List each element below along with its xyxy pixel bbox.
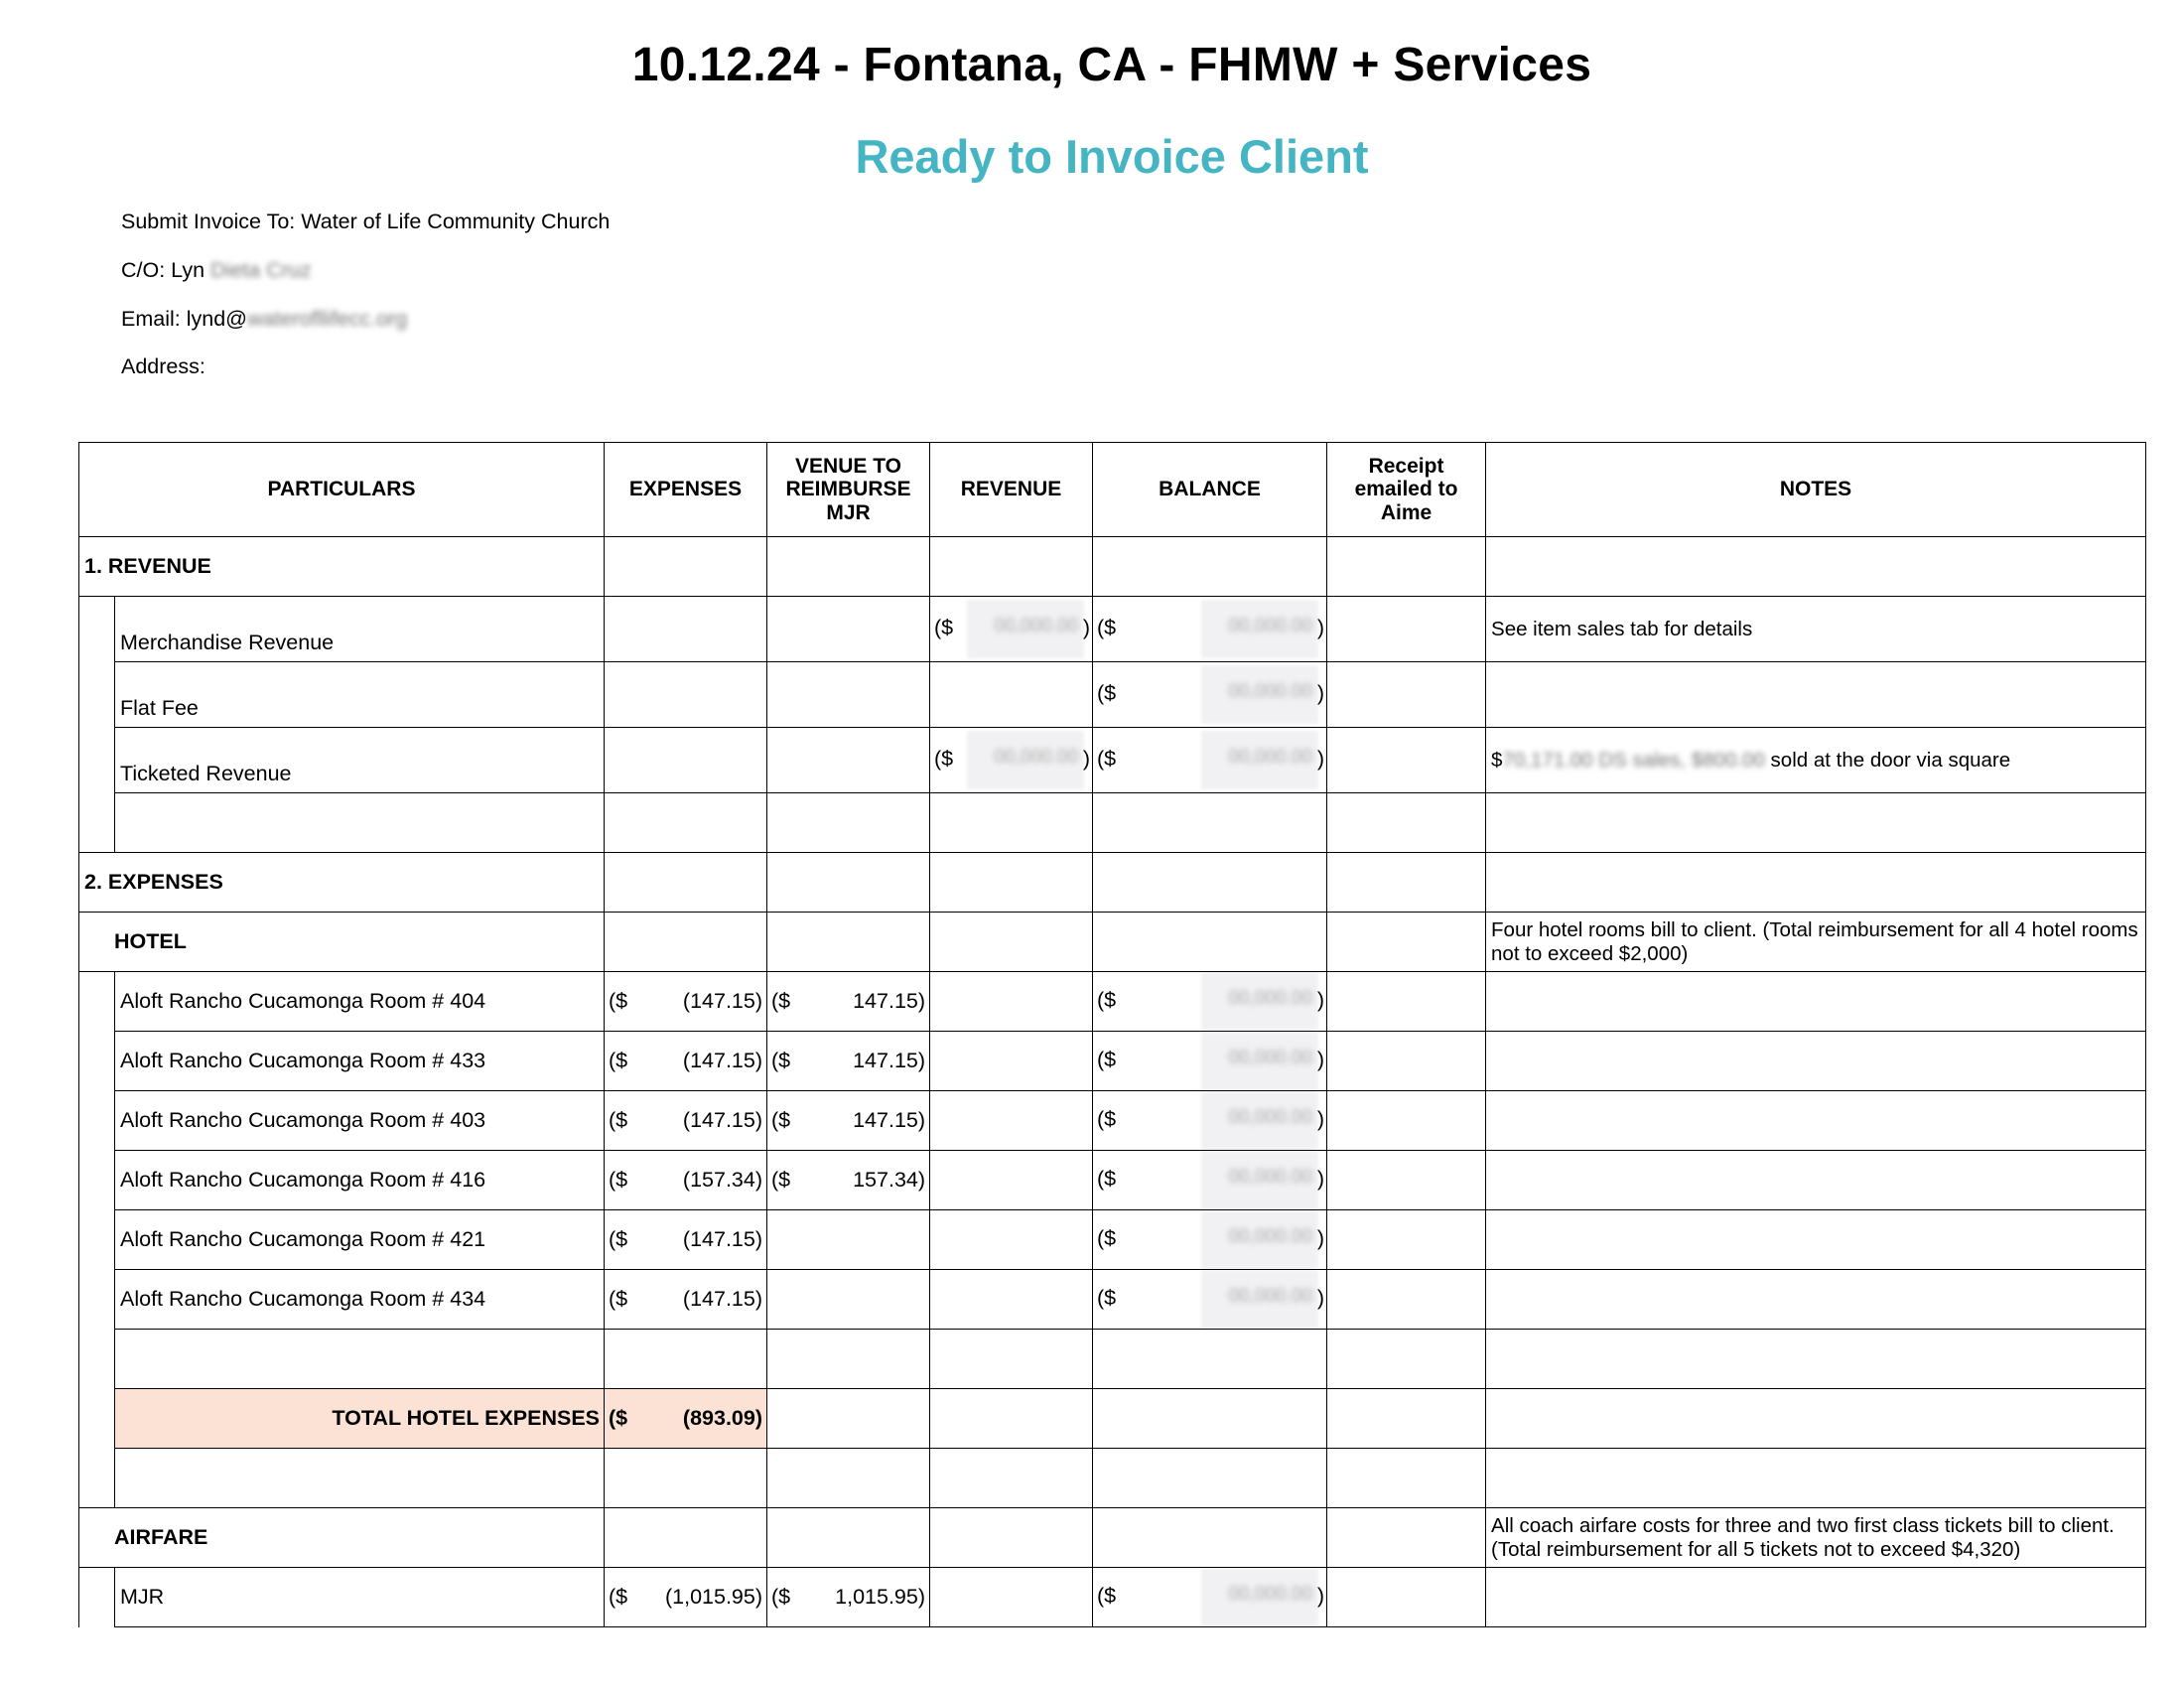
empty-row <box>79 1449 2146 1508</box>
section-row-revenue <box>79 537 2146 597</box>
redacted-email: waterofllifecc.org <box>246 307 408 331</box>
empty-row <box>79 1330 2146 1389</box>
venue-value: 147.15) <box>853 989 926 1013</box>
total-hotel-label: TOTAL HOTEL EXPENSES <box>115 1389 605 1449</box>
row-label: Aloft Rancho Cucamonga Room # 416 <box>115 1151 605 1210</box>
table-row: Aloft Rancho Cucamonga Room # 434 ($ (147.15) ($ 00,000.00 ) <box>79 1270 2146 1330</box>
row-label: Aloft Rancho Cucamonga Room # 403 <box>115 1091 605 1151</box>
indent-cell <box>79 1568 115 1627</box>
header-notes: NOTES <box>1486 443 2146 537</box>
expense-value: (147.15) <box>682 1108 763 1132</box>
redacted-name: Dieta Cruz <box>210 258 312 282</box>
email-line <box>121 307 407 332</box>
status-subtitle: Ready to Invoice Client <box>855 130 1369 183</box>
section-expenses-label: 2. EXPENSES <box>79 853 605 913</box>
header-row <box>79 443 2146 537</box>
table-row: Aloft Rancho Cucamonga Room # 416 ($ (157.34) ($ 157.34) ($ 00,000.00 ) <box>79 1151 2146 1210</box>
section-row-expenses <box>79 853 2146 913</box>
subsection-row-airfare <box>79 1508 2146 1568</box>
row-note: $70,171.00 DS sales, $800.00 sold at the door via square <box>1486 728 2146 793</box>
care-of-label: C/O: Lyn <box>121 258 205 282</box>
expense-value: (147.15) <box>682 1227 763 1251</box>
row-label: Aloft Rancho Cucamonga Room # 404 <box>115 972 605 1032</box>
subsection-row-hotel <box>79 913 2146 972</box>
total-hotel-value: (893.09) <box>682 1406 763 1430</box>
address-line: Address: <box>121 354 205 378</box>
venue-value: 147.15) <box>853 1108 926 1132</box>
care-of-line <box>121 258 312 283</box>
header-receipt: Receipt emailed to Aime <box>1327 443 1486 537</box>
expense-value: (147.15) <box>682 989 763 1013</box>
section-revenue-label: 1. REVENUE <box>79 537 605 597</box>
expense-value: (147.15) <box>682 1049 763 1072</box>
table-row: Aloft Rancho Cucamonga Room # 403 ($ (147.15) ($ 147.15) ($ 00,000.00 ) <box>79 1091 2146 1151</box>
header-venue-reimburse: VENUE TO REIMBURSE MJR <box>767 443 930 537</box>
header-balance: BALANCE <box>1093 443 1327 537</box>
redacted-note: 70,171.00 DS sales, $800.00 <box>1502 748 1765 772</box>
total-row: TOTAL HOTEL EXPENSES ($ (893.09) <box>79 1389 2146 1449</box>
expense-value: (147.15) <box>682 1287 763 1311</box>
empty-row <box>79 793 2146 853</box>
table-row: MJR ($ (1,015.95) ($ 1,015.95) ($ 00,000.00 ) <box>79 1568 2146 1627</box>
expense-value: (157.34) <box>682 1168 763 1192</box>
venue-value: 157.34) <box>853 1168 926 1192</box>
table-row: Aloft Rancho Cucamonga Room # 433 ($ (147.15) ($ 147.15) ($ 00,000.00 ) <box>79 1032 2146 1091</box>
table-row: Aloft Rancho Cucamonga Room # 404 ($ (147.15) ($ 147.15) ($ 00,000.00 ) <box>79 972 2146 1032</box>
expense-value: (1,015.95) <box>665 1585 763 1609</box>
indent-cell <box>79 972 115 1508</box>
row-label: Aloft Rancho Cucamonga Room # 434 <box>115 1270 605 1330</box>
table-row: Flat Fee ($ 00,000.00 ) <box>79 662 2146 728</box>
document-title: 10.12.24 - Fontana, CA - FHMW + Services <box>631 39 1592 91</box>
subsection-hotel-label: HOTEL <box>79 913 605 972</box>
invoice-table <box>78 442 2146 1627</box>
header-revenue: REVENUE <box>930 443 1093 537</box>
row-label: MJR <box>115 1568 605 1627</box>
venue-value: 1,015.95) <box>835 1585 926 1609</box>
submit-invoice-to: Submit Invoice To: Water of Life Community Church <box>121 210 611 233</box>
row-label: Aloft Rancho Cucamonga Room # 421 <box>115 1210 605 1270</box>
venue-value: 147.15) <box>853 1049 926 1072</box>
table-row: Ticketed Revenue ($ 00,000.00 ) ($ 00,000.00 ) $70,171.00 DS sales, $800.00 sold at the door via square <box>79 728 2146 793</box>
table-row: Aloft Rancho Cucamonga Room # 421 ($ (147.15) ($ 00,000.00 ) <box>79 1210 2146 1270</box>
hotel-note: Four hotel rooms bill to client. (Total reimbursement for all 4 hotel rooms not to exceed $2,000) <box>1486 913 2146 972</box>
row-note: See item sales tab for details <box>1486 597 2146 662</box>
row-note <box>1486 662 2146 728</box>
row-label: Ticketed Revenue <box>115 728 605 793</box>
header-particulars: PARTICULARS <box>79 443 605 537</box>
airfare-note: All coach airfare costs for three and two first class tickets bill to client. (Total reimbursement for all 5 tickets not to exceed $4,320) <box>1486 1508 2146 1568</box>
header-expenses: EXPENSES <box>605 443 767 537</box>
table-row: Merchandise Revenue ($ 00,000.00 ) ($ 00,000.00 ) See item sales tab for details <box>79 597 2146 662</box>
subsection-airfare-label: AIRFARE <box>79 1508 605 1568</box>
row-label: Merchandise Revenue <box>115 597 605 662</box>
row-label: Flat Fee <box>115 662 605 728</box>
row-label: Aloft Rancho Cucamonga Room # 433 <box>115 1032 605 1091</box>
email-label: Email: lynd@ <box>121 307 247 331</box>
indent-cell <box>79 597 115 853</box>
